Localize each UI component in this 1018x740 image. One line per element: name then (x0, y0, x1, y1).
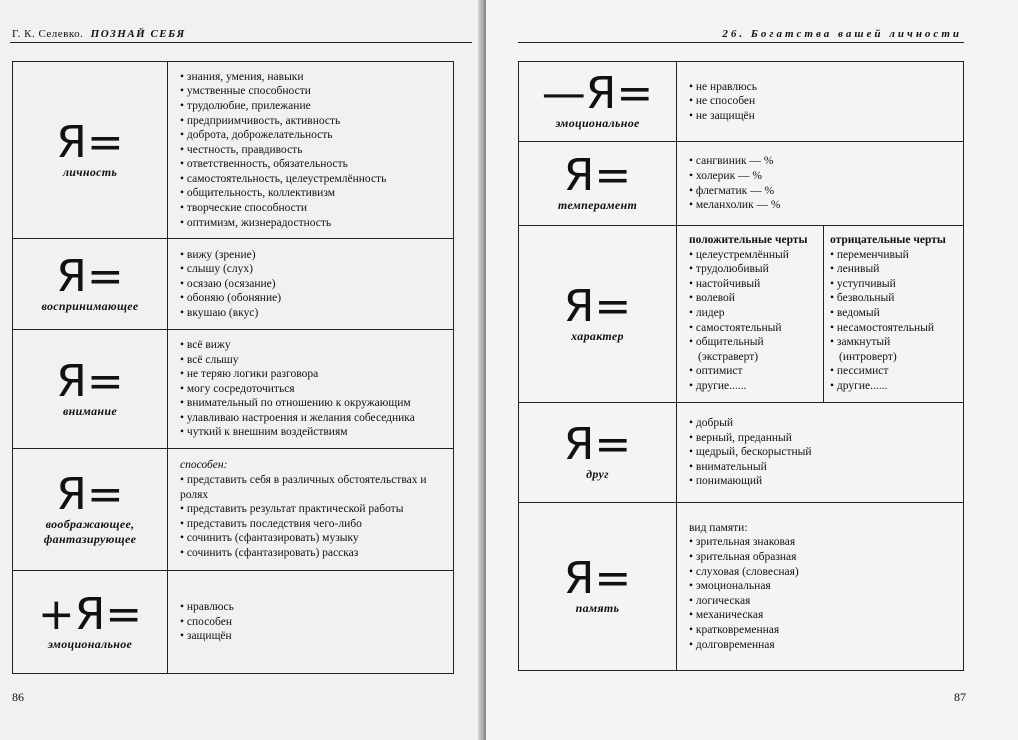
positive-traits-cell (677, 226, 824, 403)
row-caption: внимание (63, 403, 117, 418)
row-caption: память (575, 601, 620, 615)
list-item: • знания, умения, навыки (180, 70, 453, 85)
trait-list (168, 473, 453, 561)
label-cell (519, 403, 677, 503)
list-item-continuation: (экстраверт) (698, 350, 759, 363)
list-item: • замкнутый (830, 335, 963, 350)
ya-symbol: —Я= (541, 68, 654, 119)
items-cell (168, 449, 454, 571)
list-item: • не защищён (689, 109, 963, 124)
list-item: • сочинить (сфантазировать) рассказ (180, 546, 453, 561)
label-cell (13, 571, 168, 674)
list-item: • представить результат практической работы (180, 502, 453, 517)
header-book-title: ПОЗНАЙ СЕБЯ (90, 28, 186, 40)
list-item: • доброта, доброжелательность (180, 128, 453, 143)
list-item: • осязаю (осязание) (180, 277, 453, 292)
list-item: • оптимист (689, 364, 823, 379)
positive-traits-heading: положительные черты (689, 234, 808, 246)
list-item: • не нравлюсь (689, 80, 963, 95)
list-item: • оптимизм, жизнерадостность (180, 216, 453, 231)
label-cell (13, 449, 168, 571)
label-cell (13, 239, 168, 330)
list-item: • несамостоятельный (830, 321, 963, 336)
list-item: • ведомый (830, 306, 963, 321)
list-item: • могу сосредоточиться (180, 382, 453, 397)
list-item: • уступчивый (830, 277, 963, 292)
right-table (518, 61, 964, 671)
list-item: • целеустремлённый (689, 248, 823, 263)
table-row (519, 62, 964, 142)
row-caption: эмоциональное (555, 116, 640, 130)
list-item: • сочинить (сфантазировать) музыку (180, 531, 453, 546)
row-caption: воспринимающее (41, 298, 139, 313)
list-item: • обоняю (обоняние) (180, 291, 453, 306)
list-item: • меланхолик — % (689, 198, 963, 213)
page-number: 86 (12, 690, 24, 704)
list-item: • представить последствия чего-либо (180, 517, 453, 532)
row-caption: фантазирующее (43, 531, 137, 546)
list-item: • ленивый (830, 262, 963, 277)
items-cell (168, 330, 454, 449)
list-item: • долговременная (689, 638, 963, 653)
list-item: • всё слышу (180, 353, 453, 368)
left-table (12, 61, 454, 674)
list-item: • не теряю логики разговора (180, 367, 453, 382)
row-caption: характер (571, 328, 624, 343)
table-row (13, 62, 454, 239)
list-item: • механическая (689, 608, 963, 623)
list-item: • эмоциональная (689, 579, 963, 594)
list-item: • самостоятельность, целеустремлённость (180, 172, 453, 187)
row-caption: личность (62, 164, 118, 179)
list-item: • настойчивый (689, 277, 823, 292)
list-item: • трудолюбие, прилежание (180, 99, 453, 114)
trait-list (824, 248, 963, 394)
items-cell (168, 62, 454, 239)
items-cell (168, 571, 454, 674)
left-header (12, 28, 186, 40)
items-cell (677, 62, 964, 142)
label-cell (13, 62, 168, 239)
items-cell (168, 239, 454, 330)
row-caption: воображающее, (45, 516, 135, 531)
list-item: • защищён (180, 629, 453, 644)
ya-symbol: +Я= (37, 588, 143, 640)
label-cell (519, 226, 677, 403)
table-row (519, 226, 964, 403)
header-rule (10, 42, 472, 43)
items-intro: вид памяти: (689, 521, 748, 534)
list-item: • улавливаю настроения и желания собеседника (180, 411, 453, 426)
ya-symbol: Я= (56, 355, 124, 407)
list-item: • добрый (689, 416, 963, 431)
header-rule (518, 42, 964, 43)
negative-traits-cell (824, 226, 964, 403)
label-cell (13, 330, 168, 449)
row-caption: эмоциональное (47, 636, 133, 651)
list-item: • щедрый, бескорыстный (689, 445, 963, 460)
list-item: • предприимчивость, активность (180, 114, 453, 129)
list-item: • лидер (689, 306, 823, 321)
list-item: • другие...... (689, 379, 823, 394)
list-item: • логическая (689, 594, 963, 609)
trait-list (677, 154, 963, 212)
list-item: • умственные способности (180, 84, 453, 99)
ya-symbol: Я= (56, 250, 124, 302)
table-row (519, 503, 964, 671)
list-item: • другие...... (830, 379, 963, 394)
label-cell (519, 142, 677, 226)
label-cell (519, 503, 677, 671)
trait-list (168, 70, 453, 231)
ya-symbol: Я= (56, 468, 124, 520)
items-cell (677, 142, 964, 226)
ya-symbol: Я= (563, 280, 632, 332)
list-item: • флегматик — % (689, 184, 963, 199)
right-page (486, 0, 1018, 740)
trait-list (677, 416, 963, 489)
list-item: • кратковременная (689, 623, 963, 638)
left-page (0, 0, 484, 740)
table-row (13, 449, 454, 571)
negative-traits-heading: отрицательные черты (830, 234, 946, 246)
list-item: • общительный (689, 335, 823, 350)
list-item: • безвольный (830, 291, 963, 306)
ya-symbol: Я= (563, 419, 632, 470)
trait-list (677, 535, 963, 652)
trait-list (168, 600, 453, 644)
table-row (13, 330, 454, 449)
items-cell (677, 403, 964, 503)
list-item: • пессимист (830, 364, 963, 379)
list-item: • зрительная образная (689, 550, 963, 565)
list-item: • зрительная знаковая (689, 535, 963, 550)
header-author: Г. К. Селевко. (12, 28, 84, 40)
list-item: • не способен (689, 94, 963, 109)
list-item: • представить себя в различных обстоятельствах и ролях (180, 473, 453, 502)
ya-symbol: Я= (56, 116, 124, 168)
items-cell (677, 503, 964, 671)
list-item: • понимающий (689, 474, 963, 489)
items-intro: способен: (180, 459, 228, 472)
list-item: • трудолюбивый (689, 262, 823, 277)
list-item: • волевой (689, 291, 823, 306)
list-item-continuation: (интроверт) (839, 350, 897, 363)
list-item: • переменчивый (830, 248, 963, 263)
list-item: • слуховая (словесная) (689, 565, 963, 580)
right-header: 26. Богатства вашей личности (722, 28, 962, 40)
list-item: • нравлюсь (180, 600, 453, 615)
list-item: • сангвиник — % (689, 154, 963, 169)
ya-symbol: Я= (563, 150, 632, 201)
list-item: • верный, преданный (689, 431, 963, 446)
list-item: • всё вижу (180, 338, 453, 353)
list-item: • общительность, коллективизм (180, 186, 453, 201)
trait-list (677, 80, 963, 124)
table-row (519, 142, 964, 226)
list-item: • ответственность, обязательность (180, 157, 453, 172)
list-item: • вкушаю (вкус) (180, 306, 453, 321)
list-item: • внимательный по отношению к окружающим (180, 396, 453, 411)
trait-list (168, 338, 453, 440)
list-item: • внимательный (689, 460, 963, 475)
table-row (13, 239, 454, 330)
list-item: • самостоятельный (689, 321, 823, 336)
table-row (519, 403, 964, 503)
trait-list (168, 248, 453, 321)
list-item: • чуткий к внешним воздействиям (180, 425, 453, 440)
page-number: 87 (954, 690, 966, 704)
list-item: • холерик — % (689, 169, 963, 184)
list-item: • честность, правдивость (180, 143, 453, 158)
row-caption: друг (586, 467, 609, 481)
list-item: • творческие способности (180, 201, 453, 216)
trait-list (677, 248, 823, 394)
row-caption: темперамент (557, 198, 638, 212)
table-row (13, 571, 454, 674)
list-item: • слышу (слух) (180, 262, 453, 277)
list-item: • способен (180, 615, 453, 630)
ya-symbol: Я= (563, 553, 632, 604)
label-cell (519, 62, 677, 142)
list-item: • вижу (зрение) (180, 248, 453, 263)
